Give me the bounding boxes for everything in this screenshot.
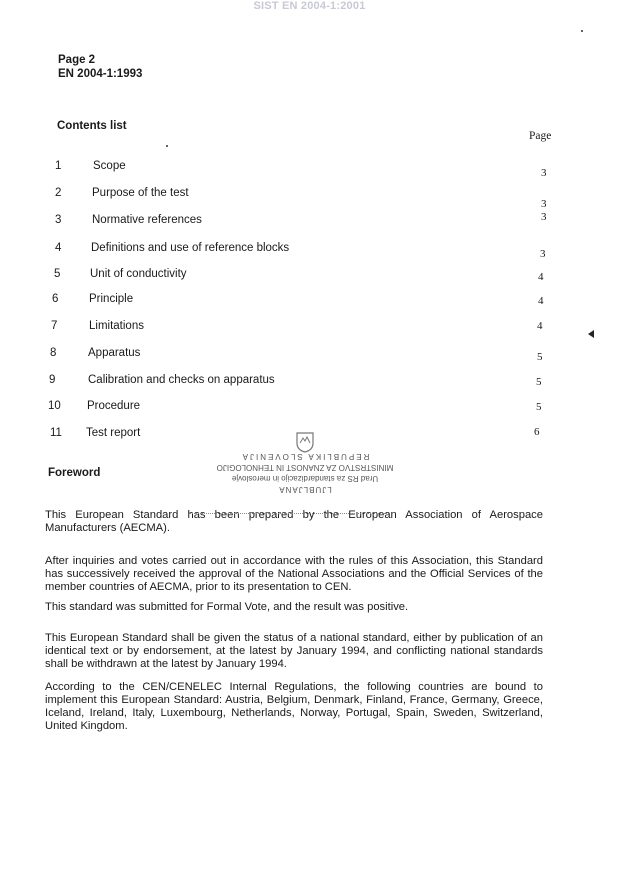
toc-item-number: 10 <box>48 400 61 412</box>
toc-item-title: Principle <box>89 293 134 305</box>
toc-item-title: Normative references <box>92 214 202 226</box>
foreword-paragraph: After inquiries and votes carried out in accordance with the rules of this Association, this Standard has successively received the approval of the National Associations and the Official Services of the member countries of AECMA, prior to its presentation to CEN. <box>45 555 543 593</box>
contents-title: Contents list <box>57 120 127 132</box>
scan-speck <box>166 145 168 147</box>
toc-item-title: Purpose of the test <box>92 187 189 199</box>
foreword-title: Foreword <box>48 467 101 479</box>
toc-item-page: 5 <box>537 351 543 363</box>
page-number: Page 2 <box>58 54 96 66</box>
toc-item-page: 4 <box>538 271 544 283</box>
toc-item-page: 3 <box>541 167 547 179</box>
stamp-line-1: REPUBLIKA SLOVENIJA <box>240 452 370 461</box>
toc-item-page: 3 <box>541 211 547 223</box>
toc-item-page: 6 <box>534 426 540 438</box>
toc-item-number: 7 <box>51 320 58 332</box>
toc-item-number: 6 <box>52 293 59 305</box>
toc-item-title: Scope <box>93 160 126 172</box>
stamp-line-3: Urad RS za standardizacijo in meroslovje <box>231 474 379 483</box>
toc-item-number: 1 <box>55 160 62 172</box>
toc-item-title: Test report <box>86 427 141 439</box>
toc-item-page: 4 <box>538 295 544 307</box>
foreword-paragraph: This standard was submitted for Formal Vote, and the result was positive. <box>45 601 409 613</box>
toc-item-page: 4 <box>537 320 543 332</box>
toc-item-page: 5 <box>536 401 542 413</box>
stamp-line-4: LJUBLJANA <box>278 485 332 494</box>
toc-item-number: 2 <box>55 187 62 199</box>
toc-item-title: Procedure <box>87 400 141 412</box>
standard-number: EN 2004-1:1993 <box>58 68 143 80</box>
toc-item-title: Definitions and use of reference blocks <box>91 242 290 254</box>
toc-item-page: 3 <box>541 198 547 210</box>
toc-item-number: 3 <box>55 214 62 226</box>
dotted-mark <box>189 513 389 514</box>
toc-item-number: 8 <box>50 347 57 359</box>
page-column-label: Page <box>529 130 552 142</box>
foreword-paragraph: According to the CEN/CENELEC Internal Regulations, the following countries are bound to implement this European Standard: Austria, Belgium, Denmark, Finland, France, Germany, Greece, Iceland, Ireland, Italy, Luxembourg, Netherlands, Norway, Portugal, Spain, Sweden, Switzerland, United Kingdom. <box>45 681 543 732</box>
toc-item-number: 5 <box>54 268 61 280</box>
foreword-paragraph: This European Standard shall be given the status of a national standard, either by publication of an identical text or by endorsement, at the latest by January 1994, and conflicting national standards shall be withdrawn at the latest by January 1994. <box>45 632 543 670</box>
scan-speck <box>581 30 583 32</box>
toc-item-title: Unit of conductivity <box>90 268 187 280</box>
toc-item-number: 11 <box>50 427 62 439</box>
scan-mark <box>588 330 594 338</box>
watermark: SIST EN 2004-1:2001 <box>253 0 366 12</box>
toc-item-title: Limitations <box>89 320 144 332</box>
toc-item-title: Calibration and checks on apparatus <box>88 374 275 386</box>
toc-item-title: Apparatus <box>88 347 141 359</box>
toc-item-page: 5 <box>536 376 542 388</box>
toc-item-number: 9 <box>49 374 56 386</box>
stamp-line-2: MINISTRSTVO ZA ZNANOST IN TEHNOLOGIJO <box>216 463 394 472</box>
stamp-emblem-icon <box>295 431 315 453</box>
toc-item-page: 3 <box>540 248 546 260</box>
toc-item-number: 4 <box>55 242 62 254</box>
foreword-paragraph: This European Standard has been prepared by the European Association of Aerospace Manufacturers (AECMA). <box>45 509 543 534</box>
